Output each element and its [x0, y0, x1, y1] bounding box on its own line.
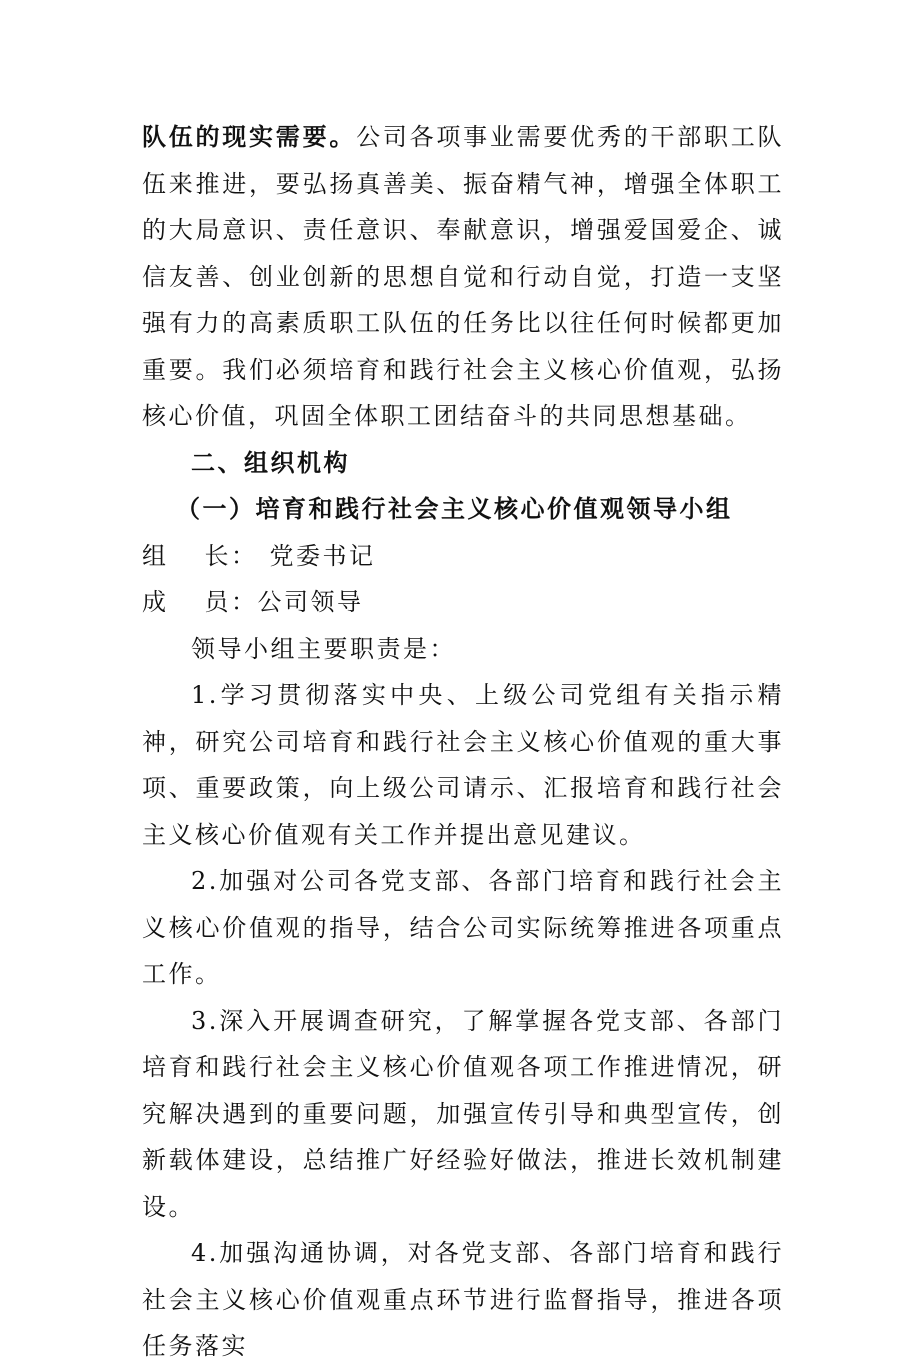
intro-bold-lead: 队伍的现实需要。: [142, 123, 357, 151]
section-heading: 二、组织机构: [191, 448, 350, 477]
members-line: [142, 579, 784, 626]
leader-value: 党委书记: [269, 541, 376, 570]
leader-label-char2: 长：: [204, 541, 258, 570]
duty-item: 3.深入开展调查研究，了解掌握各党支部、各部门培育和践行社会主义核心价值观各项工作推进情况，研究解决遇到的重要问题，加强宣传引导和典型宣传，创新载体建设，总结推广好经验好做法，推进长效机制建设。: [142, 1006, 784, 1221]
members-value: 公司领导: [257, 588, 364, 616]
subsection-heading: （一）培育和践行社会主义核心价值观领导小组: [176, 494, 733, 523]
duty-item: 1.学习贯彻落实中央、上级公司党组有关指示精神，研究公司培育和践行社会主义核心价值观的重大事项、重要政策，向上级公司请示、汇报培育和践行社会主义核心价值观有关工作并提出意见建议。: [142, 681, 784, 849]
members-label-char2: 员：: [204, 588, 258, 616]
duties-intro: 领导小组主要职责是：: [191, 634, 456, 663]
leader-label-char1: 组: [142, 541, 169, 570]
duty-item: 2.加强对公司各党支部、各部门培育和践行社会主义核心价值观的指导，结合公司实际统筹推进各项重点工作。: [142, 867, 784, 988]
document-body: [142, 114, 784, 1370]
members-label-char1: 成: [142, 588, 169, 616]
leader-line: [142, 533, 784, 580]
duty-item: 4.加强沟通协调，对各党支部、各部门培育和践行社会主义核心价值观重点环节进行监督指导，推进各项任务落实: [142, 1239, 784, 1360]
intro-text: 公司各项事业需要优秀的干部职工队伍来推进，要弘扬真善美、振奋精气神，增强全体职工的大局意识、责任意识、奉献意识，增强爱国爱企、诚信友善、创业创新的思想自觉和行动自觉，打造一支坚强有力的高素质职工队伍的任务比以往任何时候都更加重要。我们必须培育和践行社会主义核心价值观，弘扬核心价值，巩固全体职工团结奋斗的共同思想基础。: [142, 123, 785, 430]
intro-paragraph: [142, 114, 784, 440]
